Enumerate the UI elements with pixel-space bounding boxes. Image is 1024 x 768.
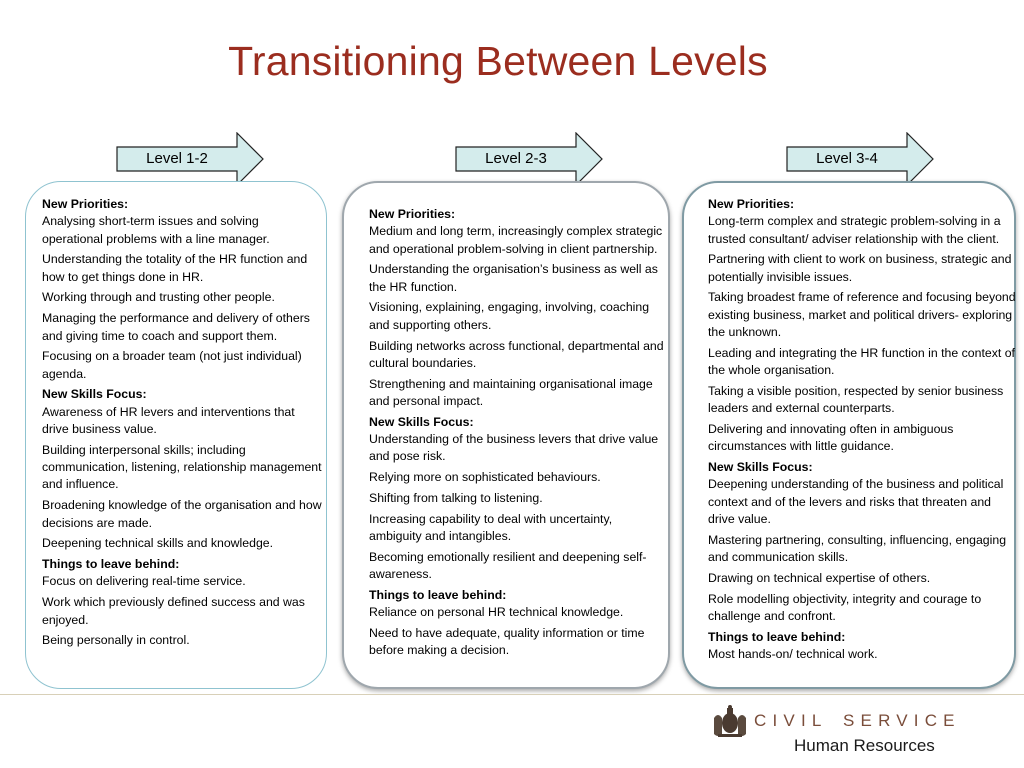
civil-service-logo: [710, 704, 1010, 764]
priority-item: Focusing on a broader team (not just individual) agenda.: [42, 349, 302, 381]
leave-block: [369, 587, 665, 622]
priorities-heading: New Priorities:: [369, 207, 456, 221]
leave-item: Reliance on personal HR technical knowledge.: [369, 605, 624, 620]
priority-item: Understanding the organisation’s business as well as the HR function.: [369, 262, 658, 294]
priority-item: Medium and long term, increasingly complex strategic and operational problem-solving in client partnership.: [369, 224, 663, 256]
footer-divider: [0, 694, 1024, 695]
skill-item: Deepening technical skills and knowledge.: [42, 536, 274, 551]
skill-item: Broadening knowledge of the organisation and how decisions are made.: [42, 498, 322, 530]
skills-heading: New Skills Focus:: [42, 387, 147, 402]
level-3-4-content: [708, 196, 1020, 667]
priority-item: Taking a visible position, respected by senior business leaders and external counterparts.: [708, 383, 1004, 416]
level-arrow-1-2: [116, 132, 266, 186]
priorities-block: [369, 206, 665, 258]
priority-item: Long-term complex and strategic problem-solving in a trusted consultant/ adviser relationship with the client.: [708, 214, 1001, 246]
skill-item: Building interpersonal skills; including communication, listening, relationship management and influence.: [42, 442, 322, 492]
skill-item: Becoming emotionally resilient and deepening self-awareness.: [369, 549, 647, 582]
level-label: Level 1-2: [146, 150, 208, 167]
skills-heading: New Skills Focus:: [708, 460, 813, 475]
skill-item: Deepening understanding of the business and political context and of the levers and risks that threaten and drive value.: [708, 477, 1004, 527]
priority-item: Managing the performance and delivery of others and giving time to coach and support them.: [42, 311, 310, 343]
priority-item: Analysing short-term issues and solving operational problems with a line manager.: [42, 214, 270, 246]
skill-item: Understanding of the business levers that drive value and pose risk.: [369, 432, 659, 464]
priority-item: Visioning, explaining, engaging, involving, coaching and supporting others.: [369, 300, 650, 332]
leave-heading: Things to leave behind:: [369, 587, 507, 602]
page-title: Transitioning Between Levels: [228, 38, 768, 84]
brand-service: SERVICE: [843, 711, 961, 730]
leave-block: [42, 556, 322, 591]
skills-block: [708, 459, 1020, 528]
leave-item: Focus on delivering real-time service.: [42, 574, 246, 589]
skill-item: Drawing on technical expertise of others.: [708, 570, 931, 585]
skills-block: [369, 414, 665, 466]
level-arrow-3-4: [786, 132, 936, 186]
priority-item: Strengthening and maintaining organisational image and personal impact.: [369, 376, 653, 408]
skill-item: Increasing capability to deal with uncertainty, ambiguity and intangibles.: [369, 511, 613, 544]
leave-item: Being personally in control.: [42, 633, 190, 648]
leave-item: Work which previously defined success and was enjoyed.: [42, 595, 305, 627]
priority-item: Working through and trusting other people.: [42, 290, 275, 305]
level-label: Level 2-3: [485, 150, 547, 167]
department-name: Human Resources: [794, 736, 935, 755]
skill-item: Shifting from talking to listening.: [369, 490, 543, 505]
brand-civil: CIVIL: [754, 711, 828, 730]
leave-block: [708, 629, 1020, 664]
level-arrow-2-3: [455, 132, 605, 186]
priority-item: Understanding the totality of the HR function and how to get things done in HR.: [42, 252, 308, 284]
leave-heading: Things to leave behind:: [42, 557, 180, 572]
skill-item: Awareness of HR levers and interventions that drive business value.: [42, 404, 295, 437]
skills-heading: New Skills Focus:: [369, 414, 474, 429]
priorities-heading: New Priorities:: [42, 197, 129, 211]
level-label: Level 3-4: [816, 150, 878, 167]
royal-crest-icon: [710, 704, 750, 740]
priorities-heading: New Priorities:: [708, 197, 795, 211]
priorities-block: [42, 196, 322, 248]
skill-item: Relying more on sophisticated behaviours.: [369, 470, 601, 485]
level-2-3-content: [369, 206, 665, 663]
skill-item: Role modelling objectivity, integrity and courage to challenge and confront.: [708, 591, 982, 624]
level-1-2-content: [42, 196, 322, 653]
priority-item: Delivering and innovating often in ambiguous circumstances with little guidance.: [708, 422, 954, 454]
priority-item: Taking broadest frame of reference and focusing beyond existing business, market and political drivers- exploring the unknown.: [708, 290, 1016, 340]
leave-item: Most hands-on/ technical work.: [708, 647, 878, 662]
leave-item: Need to have adequate, quality information or time before making a decision.: [369, 626, 645, 658]
priority-item: Leading and integrating the HR function in the context of the whole organisation.: [708, 345, 1015, 378]
priorities-block: [708, 196, 1020, 248]
priority-item: Partnering with client to work on business, strategic and potentially invisible issues.: [708, 252, 1012, 284]
skill-item: Mastering partnering, consulting, influencing, engaging and communication skills.: [708, 532, 1007, 565]
skills-block: [42, 386, 322, 438]
leave-heading: Things to leave behind:: [708, 629, 846, 644]
priority-item: Building networks across functional, departmental and cultural boundaries.: [369, 338, 664, 370]
